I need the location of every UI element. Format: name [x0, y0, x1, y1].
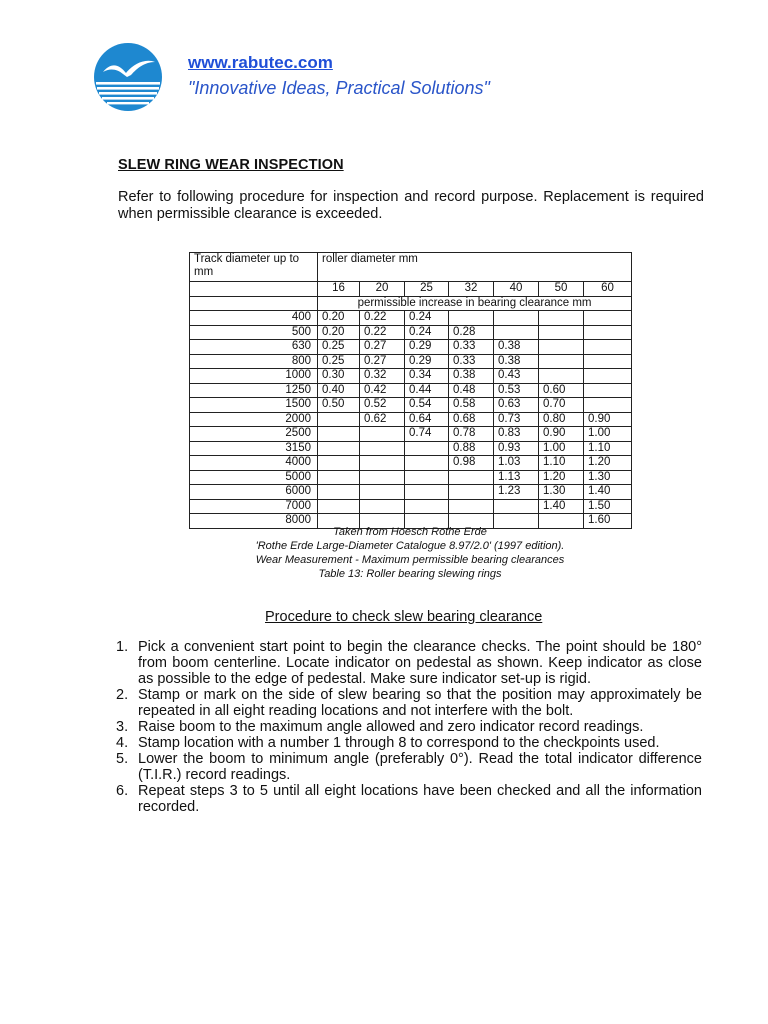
intro-paragraph: Refer to following procedure for inspection and record purpose. Replacement is required when permissible clearance is exceeded. — [118, 189, 704, 222]
clearance-value-cell — [494, 325, 539, 340]
clearance-value-cell: 1.30 — [539, 485, 584, 500]
step-number: 5. — [116, 751, 129, 767]
clearance-value-cell: 0.42 — [360, 383, 405, 398]
clearance-value-cell: 0.27 — [360, 340, 405, 355]
clearance-value-cell: 0.38 — [494, 354, 539, 369]
clearance-value-cell: 0.43 — [494, 369, 539, 384]
clearance-subheader: permissible increase in bearing clearance mm — [318, 296, 632, 311]
clearance-value-cell: 0.24 — [405, 311, 449, 326]
clearance-value-cell — [449, 470, 494, 485]
table-row — [190, 456, 632, 471]
clearance-value-cell: 1.10 — [584, 441, 632, 456]
clearance-value-cell: 0.25 — [318, 354, 360, 369]
clearance-value-cell: 1.20 — [539, 470, 584, 485]
clearance-value-cell — [449, 485, 494, 500]
track-diameter-cell: 8000 — [190, 514, 318, 529]
clearance-value-cell: 0.40 — [318, 383, 360, 398]
track-diameter-cell: 1500 — [190, 398, 318, 413]
track-diameter-cell: 630 — [190, 340, 318, 355]
table-row — [190, 340, 632, 355]
clearance-value-cell: 1.60 — [584, 514, 632, 529]
clearance-value-cell: 1.00 — [584, 427, 632, 442]
clearance-value-cell — [405, 499, 449, 514]
step-text: Stamp or mark on the side of slew bearing so that the position may approximately be repeated in all eight reading locations and not interfere with the bolt. — [138, 687, 702, 719]
roller-sizes-row — [190, 282, 632, 297]
clearance-value-cell — [360, 485, 405, 500]
clearance-value-cell: 1.13 — [494, 470, 539, 485]
clearance-value-cell: 1.10 — [539, 456, 584, 471]
procedure-step — [116, 751, 702, 783]
clearance-value-cell — [318, 441, 360, 456]
roller-diameter-cell: 50 — [539, 282, 584, 297]
roller-diameter-cell: 32 — [449, 282, 494, 297]
step-number: 1. — [116, 639, 129, 655]
clearance-value-cell: 0.74 — [405, 427, 449, 442]
clearance-value-cell — [360, 470, 405, 485]
clearance-value-cell: 0.83 — [494, 427, 539, 442]
clearance-value-cell: 0.53 — [494, 383, 539, 398]
company-logo — [93, 42, 163, 112]
clearance-value-cell — [539, 354, 584, 369]
step-text: Repeat steps 3 to 5 until all eight locations have been checked and all the information recorded. — [138, 783, 702, 815]
clearance-value-cell: 0.88 — [449, 441, 494, 456]
table-row — [190, 485, 632, 500]
procedure-step — [116, 687, 702, 719]
clearance-value-cell — [360, 499, 405, 514]
clearance-value-cell: 0.64 — [405, 412, 449, 427]
step-text: Pick a convenient start point to begin the clearance checks. The point should be 180° from boom centerline. Locate indicator on pedestal as shown. Keep indicator as close as possible to the edge of pedestal. Make sure indicator set-up is rigid. — [138, 639, 702, 687]
roller-diameter-cell: 60 — [584, 282, 632, 297]
clearance-value-cell — [449, 311, 494, 326]
roller-diameter-cell: 40 — [494, 282, 539, 297]
clearance-value-cell: 0.38 — [494, 340, 539, 355]
clearance-value-cell — [360, 456, 405, 471]
procedure-step — [116, 783, 702, 815]
clearance-value-cell: 0.27 — [360, 354, 405, 369]
subheader-row — [190, 296, 632, 311]
track-diameter-cell: 3150 — [190, 441, 318, 456]
clearance-value-cell — [584, 398, 632, 413]
clearance-value-cell: 0.24 — [405, 325, 449, 340]
table-row — [190, 441, 632, 456]
clearance-value-cell: 0.70 — [539, 398, 584, 413]
clearance-value-cell — [584, 325, 632, 340]
clearance-value-cell: 0.29 — [405, 340, 449, 355]
track-diameter-cell: 5000 — [190, 470, 318, 485]
clearance-table — [189, 252, 632, 529]
tagline: "Innovative Ideas, Practical Solutions" — [188, 78, 490, 98]
clearance-value-cell: 0.90 — [539, 427, 584, 442]
clearance-value-cell: 0.22 — [360, 311, 405, 326]
track-diameter-cell: 1250 — [190, 383, 318, 398]
track-diameter-cell: 1000 — [190, 369, 318, 384]
clearance-value-cell — [584, 340, 632, 355]
clearance-value-cell: 0.93 — [494, 441, 539, 456]
track-diameter-cell: 500 — [190, 325, 318, 340]
clearance-value-cell: 1.23 — [494, 485, 539, 500]
caption-line: Table 13: Roller bearing slewing rings — [318, 568, 502, 580]
clearance-value-cell — [539, 311, 584, 326]
clearance-value-cell — [584, 311, 632, 326]
caption-line: Taken from Hoesch Rothe Erde — [333, 526, 487, 538]
clearance-value-cell: 0.58 — [449, 398, 494, 413]
clearance-value-cell: 0.30 — [318, 369, 360, 384]
clearance-value-cell — [449, 499, 494, 514]
clearance-value-cell: 1.20 — [584, 456, 632, 471]
clearance-value-cell: 0.32 — [360, 369, 405, 384]
clearance-value-cell — [539, 369, 584, 384]
clearance-value-cell — [539, 340, 584, 355]
track-diameter-cell: 400 — [190, 311, 318, 326]
clearance-value-cell: 0.78 — [449, 427, 494, 442]
table-header-row — [190, 253, 632, 282]
clearance-value-cell: 1.40 — [539, 499, 584, 514]
caption-line: Wear Measurement - Maximum permissible bearing clearances — [255, 554, 565, 566]
table-caption — [189, 525, 631, 581]
clearance-value-cell — [494, 499, 539, 514]
table-row — [190, 499, 632, 514]
table-row — [190, 398, 632, 413]
clearance-value-cell: 0.20 — [318, 311, 360, 326]
step-number: 2. — [116, 687, 129, 703]
table-row — [190, 383, 632, 398]
clearance-value-cell: 0.33 — [449, 340, 494, 355]
clearance-value-cell: 0.48 — [449, 383, 494, 398]
step-text: Stamp location with a number 1 through 8 to correspond to the checkpoints used. — [138, 735, 660, 751]
procedure-step — [116, 719, 702, 735]
clearance-value-cell: 0.50 — [318, 398, 360, 413]
clearance-value-cell — [318, 412, 360, 427]
clearance-value-cell: 0.52 — [360, 398, 405, 413]
clearance-value-cell — [584, 383, 632, 398]
clearance-value-cell — [318, 470, 360, 485]
clearance-value-cell — [360, 441, 405, 456]
clearance-value-cell: 0.44 — [405, 383, 449, 398]
step-number: 6. — [116, 783, 129, 799]
clearance-value-cell: 0.33 — [449, 354, 494, 369]
clearance-value-cell: 1.30 — [584, 470, 632, 485]
step-number: 3. — [116, 719, 129, 735]
table-row — [190, 369, 632, 384]
clearance-value-cell — [405, 456, 449, 471]
clearance-value-cell: 0.68 — [449, 412, 494, 427]
roller-diameter-cell: 20 — [360, 282, 405, 297]
clearance-value-cell: 0.98 — [449, 456, 494, 471]
step-text: Lower the boom to minimum angle (preferably 0°). Read the total indicator difference (T.I.R.) record readings. — [138, 751, 702, 783]
empty-cell — [190, 296, 318, 311]
clearance-value-cell: 0.28 — [449, 325, 494, 340]
clearance-value-cell: 1.40 — [584, 485, 632, 500]
track-diameter-cell: 7000 — [190, 499, 318, 514]
roller-diameter-cell: 25 — [405, 282, 449, 297]
procedure-step — [116, 735, 702, 751]
clearance-value-cell: 0.62 — [360, 412, 405, 427]
clearance-value-cell — [318, 427, 360, 442]
clearance-value-cell: 0.34 — [405, 369, 449, 384]
table-row — [190, 354, 632, 369]
clearance-value-cell — [360, 427, 405, 442]
clearance-value-cell — [405, 441, 449, 456]
table-row — [190, 427, 632, 442]
clearance-value-cell: 0.22 — [360, 325, 405, 340]
caption-line: 'Rothe Erde Large-Diameter Catalogue 8.97/2.0' (1997 edition). — [255, 540, 565, 552]
clearance-value-cell: 0.63 — [494, 398, 539, 413]
table-row — [190, 412, 632, 427]
table-row — [190, 470, 632, 485]
site-url-link[interactable]: www.rabutec.com — [188, 53, 333, 72]
clearance-value-cell: 0.38 — [449, 369, 494, 384]
clearance-value-cell — [584, 354, 632, 369]
clearance-value-cell: 0.90 — [584, 412, 632, 427]
track-diameter-cell: 2000 — [190, 412, 318, 427]
clearance-value-cell: 0.60 — [539, 383, 584, 398]
clearance-value-cell: 0.73 — [494, 412, 539, 427]
clearance-value-cell — [494, 311, 539, 326]
clearance-value-cell — [584, 369, 632, 384]
track-diameter-header: Track diameter up to mm — [190, 253, 318, 282]
clearance-value-cell: 1.00 — [539, 441, 584, 456]
track-diameter-cell: 4000 — [190, 456, 318, 471]
track-diameter-cell: 6000 — [190, 485, 318, 500]
clearance-value-cell: 1.50 — [584, 499, 632, 514]
clearance-value-cell — [405, 485, 449, 500]
procedure-step — [116, 639, 702, 687]
table-row — [190, 325, 632, 340]
roller-diameter-header: roller diameter mm — [318, 253, 632, 282]
clearance-value-cell — [539, 325, 584, 340]
track-diameter-cell: 2500 — [190, 427, 318, 442]
clearance-value-cell: 0.29 — [405, 354, 449, 369]
roller-diameter-cell: 16 — [318, 282, 360, 297]
clearance-value-cell — [318, 456, 360, 471]
procedure-heading: Procedure to check slew bearing clearance — [265, 609, 543, 625]
empty-cell — [190, 282, 318, 297]
step-number: 4. — [116, 735, 129, 751]
clearance-value-cell: 0.80 — [539, 412, 584, 427]
clearance-value-cell — [318, 499, 360, 514]
clearance-value-cell: 0.20 — [318, 325, 360, 340]
step-text: Raise boom to the maximum angle allowed and zero indicator record readings. — [138, 719, 644, 735]
table-row — [190, 311, 632, 326]
procedure-steps — [116, 639, 702, 815]
clearance-value-cell — [318, 485, 360, 500]
track-diameter-cell: 800 — [190, 354, 318, 369]
clearance-value-cell: 1.03 — [494, 456, 539, 471]
clearance-value-cell — [405, 470, 449, 485]
clearance-value-cell: 0.54 — [405, 398, 449, 413]
clearance-value-cell: 0.25 — [318, 340, 360, 355]
document-title: SLEW RING WEAR INSPECTION — [118, 157, 344, 173]
